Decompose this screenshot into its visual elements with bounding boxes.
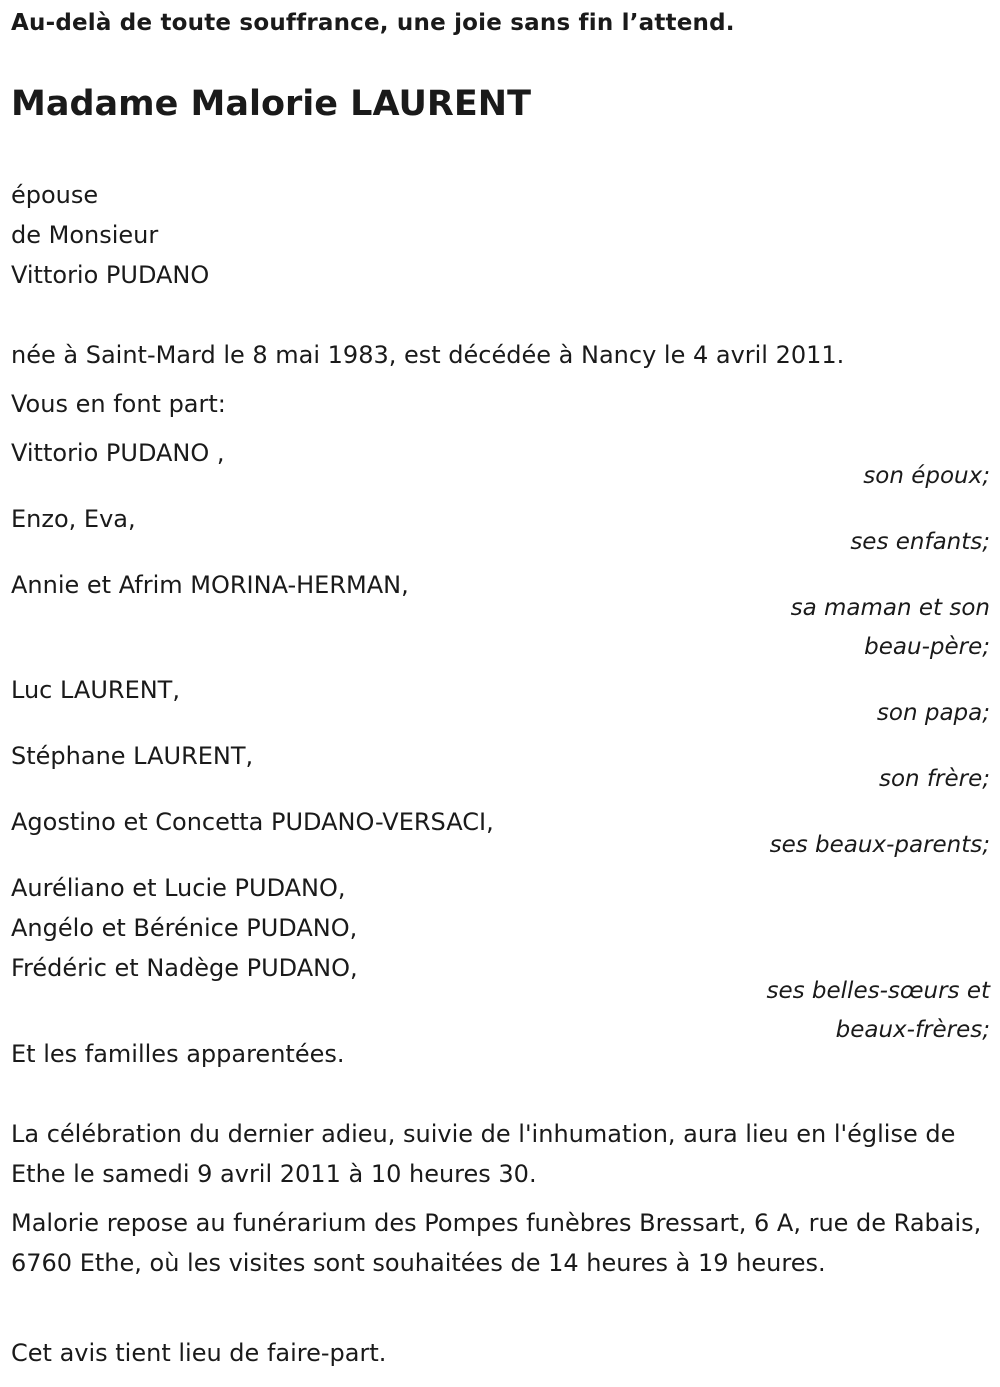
- family-relation: son époux;: [863, 463, 990, 489]
- family-relation: son papa;: [876, 700, 990, 726]
- family-names: Frédéric et Nadège PUDANO,: [11, 954, 358, 982]
- family-relation: ses beaux-parents;: [769, 832, 990, 858]
- family-list: [11, 433, 990, 1053]
- family-entry: [11, 868, 990, 1050]
- family-names: Agostino et Concetta PUDANO-VERSACI,: [11, 808, 494, 836]
- family-names: Annie et Afrim MORINA-HERMAN,: [11, 571, 409, 599]
- family-names: Vittorio PUDANO ,: [11, 439, 225, 467]
- spouse-line: de Monsieur: [11, 221, 159, 249]
- family-entry: [11, 499, 990, 562]
- family-names: Angélo et Bérénice PUDANO,: [11, 914, 358, 942]
- family-relation: ses enfants;: [850, 529, 990, 555]
- deceased-name: Madame Malorie LAURENT: [11, 84, 531, 124]
- notice-line: Cet avis tient lieu de faire-part.: [11, 1339, 387, 1367]
- family-names: Luc LAURENT,: [11, 676, 180, 704]
- announce-line: Vous en font part:: [11, 390, 226, 418]
- family-entry: [11, 802, 990, 865]
- family-relation: son frère;: [878, 766, 990, 792]
- family-relation: sa maman et son beau-père;: [790, 595, 990, 660]
- family-relation: ses belles-sœurs et beaux-frères;: [766, 978, 990, 1043]
- family-names: Stéphane LAURENT,: [11, 742, 254, 770]
- family-names: Enzo, Eva,: [11, 505, 136, 533]
- funerarium-paragraph: Malorie repose au funérarium des Pompes funèbres Bressart, 6 A, rue de Rabais, 6760 Ethe, où les visites sont souhaitées de 14 heures à 19 heures.: [11, 1209, 982, 1277]
- ceremony-paragraph: La célébration du dernier adieu, suivie de l'inhumation, aura lieu en l'église de Ethe le samedi 9 avril 2011 à 10 heures 30.: [11, 1120, 956, 1188]
- family-entry: [11, 433, 990, 496]
- birth-death-line: née à Saint-Mard le 8 mai 1983, est décédée à Nancy le 4 avril 2011.: [11, 341, 845, 369]
- spouse-line: Vittorio PUDANO: [11, 261, 210, 289]
- family-entry: [11, 565, 990, 667]
- family-entry: [11, 736, 990, 799]
- spouse-block: [11, 175, 209, 295]
- family-entry: [11, 670, 990, 733]
- closing-line: Et les familles apparentées.: [11, 1040, 345, 1068]
- family-names: Auréliano et Lucie PUDANO,: [11, 874, 346, 902]
- epitaph-quote: Au-delà de toute souffrance, une joie sans fin l’attend.: [11, 10, 735, 36]
- spouse-line: épouse: [11, 181, 99, 209]
